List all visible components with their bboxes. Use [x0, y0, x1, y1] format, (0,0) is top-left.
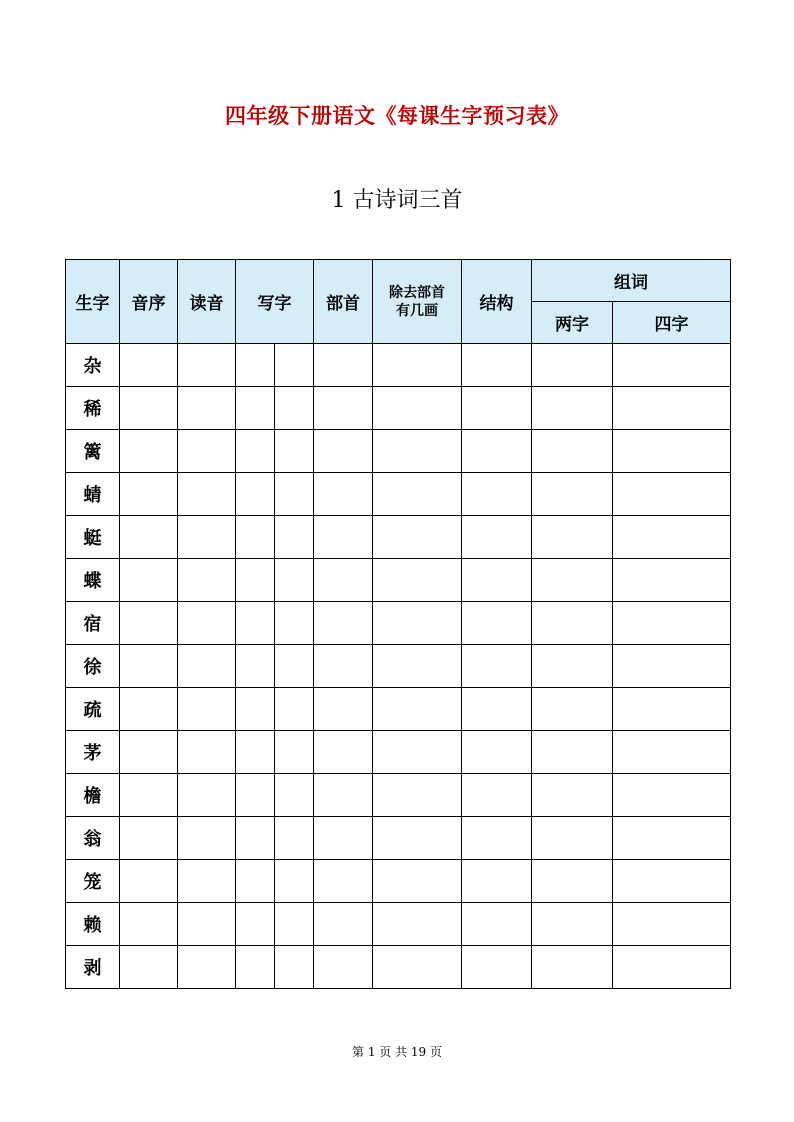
structure-cell[interactable]: [462, 817, 532, 860]
header-two-char: 两字: [532, 302, 613, 344]
char-cell: 茅: [66, 731, 120, 774]
four-char-cell[interactable]: [613, 860, 731, 903]
writing-cell-a[interactable]: [236, 516, 275, 559]
writing-cell-a[interactable]: [236, 688, 275, 731]
order-cell[interactable]: [120, 860, 178, 903]
reading-cell[interactable]: [178, 473, 236, 516]
char-cell: 檐: [66, 774, 120, 817]
table-row: [66, 903, 731, 946]
char-cell: 宿: [66, 602, 120, 645]
four-char-cell[interactable]: [613, 731, 731, 774]
strokes-cell[interactable]: [373, 516, 462, 559]
header-radical: 部首: [314, 260, 373, 344]
two-char-cell[interactable]: [532, 688, 613, 731]
strokes-cell[interactable]: [373, 946, 462, 989]
structure-cell[interactable]: [462, 516, 532, 559]
header-structure: 结构: [462, 260, 532, 344]
structure-cell[interactable]: [462, 903, 532, 946]
reading-cell[interactable]: [178, 946, 236, 989]
char-cell: 杂: [66, 344, 120, 387]
radical-cell[interactable]: [314, 946, 373, 989]
table-row: [66, 688, 731, 731]
order-cell[interactable]: [120, 688, 178, 731]
two-char-cell[interactable]: [532, 559, 613, 602]
radical-cell[interactable]: [314, 387, 373, 430]
two-char-cell[interactable]: [532, 344, 613, 387]
header-strokes-line2: 有几画: [396, 302, 438, 319]
header-words: 组词: [532, 260, 731, 302]
strokes-cell[interactable]: [373, 688, 462, 731]
order-cell[interactable]: [120, 430, 178, 473]
writing-cell-b[interactable]: [275, 516, 314, 559]
char-cell: 蜻: [66, 473, 120, 516]
structure-cell[interactable]: [462, 860, 532, 903]
two-char-cell[interactable]: [532, 774, 613, 817]
two-char-cell[interactable]: [532, 946, 613, 989]
writing-cell-a[interactable]: [236, 946, 275, 989]
strokes-cell[interactable]: [373, 387, 462, 430]
document-title: 四年级下册语文《每课生字预习表》: [225, 104, 569, 128]
writing-cell-a[interactable]: [236, 860, 275, 903]
structure-cell[interactable]: [462, 946, 532, 989]
four-char-cell[interactable]: [613, 774, 731, 817]
order-cell[interactable]: [120, 946, 178, 989]
table-row: [66, 860, 731, 903]
reading-cell[interactable]: [178, 559, 236, 602]
writing-cell-b[interactable]: [275, 946, 314, 989]
strokes-cell[interactable]: [373, 559, 462, 602]
two-char-cell[interactable]: [532, 731, 613, 774]
two-char-cell[interactable]: [532, 516, 613, 559]
writing-cell-a[interactable]: [236, 903, 275, 946]
strokes-cell[interactable]: [373, 731, 462, 774]
four-char-cell[interactable]: [613, 903, 731, 946]
strokes-cell[interactable]: [373, 774, 462, 817]
writing-cell-a[interactable]: [236, 559, 275, 602]
char-cell: 疏: [66, 688, 120, 731]
table-row: [66, 946, 731, 989]
header-order: 音序: [120, 260, 178, 344]
two-char-cell[interactable]: [532, 903, 613, 946]
char-cell: 蜓: [66, 516, 120, 559]
strokes-cell[interactable]: [373, 473, 462, 516]
radical-cell[interactable]: [314, 774, 373, 817]
order-cell[interactable]: [120, 387, 178, 430]
order-cell[interactable]: [120, 817, 178, 860]
header-char: 生字: [66, 260, 120, 344]
four-char-cell[interactable]: [613, 344, 731, 387]
writing-cell-b[interactable]: [275, 774, 314, 817]
radical-cell[interactable]: [314, 430, 373, 473]
structure-cell[interactable]: [462, 473, 532, 516]
char-cell: 翁: [66, 817, 120, 860]
table-row: [66, 516, 731, 559]
writing-cell-b[interactable]: [275, 817, 314, 860]
radical-cell[interactable]: [314, 473, 373, 516]
char-cell: 徐: [66, 645, 120, 688]
char-cell: 蝶: [66, 559, 120, 602]
table-row: [66, 430, 731, 473]
structure-cell[interactable]: [462, 774, 532, 817]
structure-cell[interactable]: [462, 731, 532, 774]
reading-cell[interactable]: [178, 387, 236, 430]
strokes-cell[interactable]: [373, 602, 462, 645]
table-row: [66, 473, 731, 516]
four-char-cell[interactable]: [613, 516, 731, 559]
reading-cell[interactable]: [178, 688, 236, 731]
writing-cell-b[interactable]: [275, 387, 314, 430]
reading-cell[interactable]: [178, 860, 236, 903]
two-char-cell[interactable]: [532, 430, 613, 473]
structure-cell[interactable]: [462, 645, 532, 688]
table-row: [66, 602, 731, 645]
structure-cell[interactable]: [462, 602, 532, 645]
order-cell[interactable]: [120, 774, 178, 817]
strokes-cell[interactable]: [373, 645, 462, 688]
writing-cell-b[interactable]: [275, 559, 314, 602]
structure-cell[interactable]: [462, 430, 532, 473]
writing-cell-a[interactable]: [236, 387, 275, 430]
table-row: [66, 559, 731, 602]
two-char-cell[interactable]: [532, 860, 613, 903]
writing-cell-b[interactable]: [275, 903, 314, 946]
writing-cell-a[interactable]: [236, 430, 275, 473]
reading-cell[interactable]: [178, 602, 236, 645]
order-cell[interactable]: [120, 731, 178, 774]
two-char-cell[interactable]: [532, 473, 613, 516]
header-writing: 写字: [236, 260, 314, 344]
order-cell[interactable]: [120, 516, 178, 559]
header-four-char: 四字: [613, 302, 731, 344]
reading-cell[interactable]: [178, 516, 236, 559]
structure-cell[interactable]: [462, 344, 532, 387]
radical-cell[interactable]: [314, 688, 373, 731]
order-cell[interactable]: [120, 645, 178, 688]
order-cell[interactable]: [120, 903, 178, 946]
four-char-cell[interactable]: [613, 473, 731, 516]
table-row: [66, 731, 731, 774]
strokes-cell[interactable]: [373, 430, 462, 473]
char-cell: 剥: [66, 946, 120, 989]
four-char-cell[interactable]: [613, 559, 731, 602]
writing-cell-b[interactable]: [275, 473, 314, 516]
char-cell: 篱: [66, 430, 120, 473]
reading-cell[interactable]: [178, 430, 236, 473]
strokes-cell[interactable]: [373, 860, 462, 903]
order-cell[interactable]: [120, 473, 178, 516]
reading-cell[interactable]: [178, 903, 236, 946]
lesson-title: 1 古诗词三首: [331, 188, 463, 213]
strokes-cell[interactable]: [373, 903, 462, 946]
writing-cell-b[interactable]: [275, 344, 314, 387]
char-cell: 笼: [66, 860, 120, 903]
radical-cell[interactable]: [314, 903, 373, 946]
four-char-cell[interactable]: [613, 387, 731, 430]
structure-cell[interactable]: [462, 387, 532, 430]
four-char-cell[interactable]: [613, 645, 731, 688]
order-cell[interactable]: [120, 559, 178, 602]
writing-cell-a[interactable]: [236, 774, 275, 817]
char-cell: 赖: [66, 903, 120, 946]
two-char-cell[interactable]: [532, 645, 613, 688]
table-row: [66, 344, 731, 387]
structure-cell[interactable]: [462, 688, 532, 731]
preview-table: [65, 259, 731, 989]
radical-cell[interactable]: [314, 344, 373, 387]
strokes-cell[interactable]: [373, 344, 462, 387]
reading-cell[interactable]: [178, 774, 236, 817]
four-char-cell[interactable]: [613, 688, 731, 731]
radical-cell[interactable]: [314, 817, 373, 860]
radical-cell[interactable]: [314, 645, 373, 688]
table-row: [66, 774, 731, 817]
writing-cell-b[interactable]: [275, 860, 314, 903]
writing-cell-a[interactable]: [236, 344, 275, 387]
four-char-cell[interactable]: [613, 817, 731, 860]
writing-cell-a[interactable]: [236, 473, 275, 516]
char-cell: 稀: [66, 387, 120, 430]
radical-cell[interactable]: [314, 559, 373, 602]
header-strokes: [373, 260, 462, 344]
writing-cell-a[interactable]: [236, 645, 275, 688]
reading-cell[interactable]: [178, 731, 236, 774]
two-char-cell[interactable]: [532, 602, 613, 645]
radical-cell[interactable]: [314, 731, 373, 774]
four-char-cell[interactable]: [613, 946, 731, 989]
writing-cell-a[interactable]: [236, 731, 275, 774]
table-row: [66, 645, 731, 688]
table-body: [66, 344, 731, 989]
reading-cell[interactable]: [178, 344, 236, 387]
two-char-cell[interactable]: [532, 817, 613, 860]
writing-cell-a[interactable]: [236, 817, 275, 860]
order-cell[interactable]: [120, 344, 178, 387]
page-footer: 第 1 页 共 19 页: [352, 1045, 442, 1059]
radical-cell[interactable]: [314, 860, 373, 903]
writing-cell-b[interactable]: [275, 731, 314, 774]
writing-cell-b[interactable]: [275, 602, 314, 645]
structure-cell[interactable]: [462, 559, 532, 602]
header-strokes-line1: 除去部首: [389, 284, 445, 301]
writing-cell-b[interactable]: [275, 430, 314, 473]
radical-cell[interactable]: [314, 516, 373, 559]
writing-cell-a[interactable]: [236, 602, 275, 645]
writing-cell-b[interactable]: [275, 645, 314, 688]
header-reading: 读音: [178, 260, 236, 344]
table-row: [66, 817, 731, 860]
four-char-cell[interactable]: [613, 602, 731, 645]
four-char-cell[interactable]: [613, 430, 731, 473]
two-char-cell[interactable]: [532, 387, 613, 430]
table-row: [66, 387, 731, 430]
strokes-cell[interactable]: [373, 817, 462, 860]
reading-cell[interactable]: [178, 817, 236, 860]
writing-cell-b[interactable]: [275, 688, 314, 731]
reading-cell[interactable]: [178, 645, 236, 688]
order-cell[interactable]: [120, 602, 178, 645]
radical-cell[interactable]: [314, 602, 373, 645]
